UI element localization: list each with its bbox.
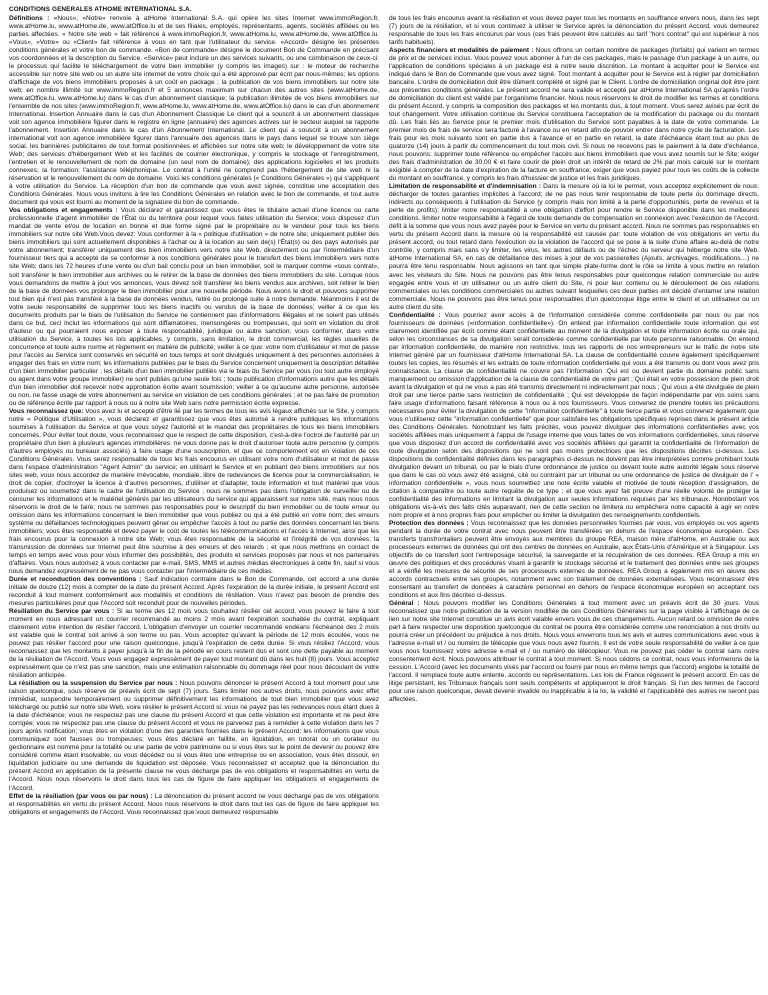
- section-heading: Protection des données :: [389, 519, 469, 527]
- section-body: Vous avez lu et accepté d'être lié par les termes de tous les avis légaux affichés sur le Site, y compris notre « Politique d'Utilisation », vous déclarez et garantissez que vous êtes autorisé à rendre publiques les informations soumises à l'utilisation du Service et que vous soyez l'autorité et le mandat des propriétaires de tous les biens immobiliers concernés. Pour éviter tout doute, vous reconnaissez que le respect de cette disposition, c'est-à-dire l'octroi de l'autorité par un propriétaire d'un bien à plusieurs agences immobilières: ne vous donne pas le droit d'autoriser toute autre personne (y compris d'autres employés ou bureaux associés) à faire usage d'une souscription, et que ce comportement est en violation de ces Conditions Générales. Vous serez responsable de tous les frais encourus en utilisant votre nom d'utilisateur et mot de passe dans l'espace d'administration "Agent Admin" du service; en utilisant le Service et en publiant des biens immobiliers sur nos sites web, vous nous accordez de manière irrévocable, mondiale, libre de redevances de licence pour la commercialisation, le droit de copier, d'octroyer la licence à d'autres personnes, d'utiliser et d'adapter, toute information et tout matériel que vous produisez ou soumettez dans le cadre de l'utilisation du Service ; nous ne sommes pas dans l'obligation de surveiller ou de censurer les informations et le matériel générés par les utilisateurs du service qui apparaissent sur notre site, mais nous nous réservons le droit de le faire; nous ne sommes pas responsables pour le descriptif du bien immobilier ou de toute erreur ou omission dans les informations concernant le bien immobilier que vous publiez ou qui a été publié en votre nom; des erreurs système ou défaillances technologiques peuvent gêner ou empêcher l'accès à tout ou partie des données concernant les biens immobiliers; vous êtes responsable et devez payer le coût de toutes les télécommunications et l'accès à Internet, ainsi que les frais encourus pour la connexion à notre site Web; vous êtes responsable de la sécurité et l'intégrité de vos données; la transmission de données sur Internet peut être soumise à des erreurs et des retards ; et que nous mettrons en contact de temps en temps avec vous pour vous informer des possibilités, des produits et services proposés par nous et nos partenaires d'affaires. Vous nous autorisez à vous contacter par e-mail, SMS, MMS et autres médias électroniques à cette fin, sauf si vous nous demandez expressément de ne pas vous contacter par l'intermédiaire de ces médias.: [9, 407, 379, 576]
- section-body: Nous offrons un certain nombre de packages (forfaits) qui varient en termes de prix et de services inclus. Vous pouvez vous abonner à l'un de ces packages, mais le passage d'un package à un autre, ou l'application de conditions spéciales à un package est à notre seule discrétion. Le montant à acquitter pour le Service est indiqué dans le Bon de Commande que vous avez signé. Tout montant à acquitter pour le Service est à régler par domiciliation bancaire. L'ordre de domiciliation doit être dûment complété et signé par le Client. L'ordre de domiciliation original doit être joint aux présentes conditions générales. Le présent accord ne sera valide et accepté par atHome International SA qu'après l'ordre de domiciliation du client est validé par l'organisme financier. Nous nous réservons le droit de modifier les termes et conditions du présent Accord, y compris la composition des packages et les montants dus, à tout moment. Vous serez avisés par écrit de tout changement. Votre utilisation continue du Service constituera l'acceptation de la modification du package ou du montant dû. Les frais liés au Service pour le premier mois d'utilisation du Service sont payables à la date de votre commande. Le premier mois de frais de service sera facturé à l'avance ou en retard afin de pouvoir entrer dans notre cycle de facturation. Les frais pour les mois suivants sont en partie dus à l'avance et en partie en retard, la date d'échéance étant tout au plus de quatorze (14) jours à partir du commencement du tout mois civil. Si nous ne recevons pas le paiement à la date d'échéance, nous pouvons: supprimer toute référence ou empêcher l'accès aux biens immobiliers que vous avez soumis sur le Site; exiger des frais d'administration de 30,00 € et faire courir de plein droit un intérêt de retard de 2% par mois calculé sur le montant exigible à compter de la date d'expiration de la facture en souffrance; exiger que vous payiez pour tous les coûts de la collecte du montant en souffrance, y compris les frais d'huissier de justice et les frais juridiques.: [389, 47, 759, 183]
- section-heading: Durée et reconduction des conventions :: [9, 576, 142, 584]
- section-heading: Définitions :: [9, 15, 50, 22]
- section-heading: Vous reconnaissez que:: [9, 407, 84, 415]
- section-body: Nous pouvons dénoncer le présent Accord à tout moment pour une raison quelconque, sous réserve de préavis écrit de sept (7) jours. Sans limiter nos autres droits, nous pouvons avec effet immédiat, suspendre temporairement ou supprimer définitivement les informations de tout bien immobilier que vous avez téléchargé ou publié sur notre site Web, voire résilier le présent Accord si: vous ne payez pas les redevances nous étant dues à la date d'échéance; vous ne respectez pas une clause du présent Accord et que cette violation est importante et ne peut être corrigée; vous ne respectez pas une clause du présent Accord et vous ne parvenez pas à remédier à cette violation dans les 7 jours après notification; vous êtes en violation d'une des garanties fournies dans le présent Accord; les informations que vous communiquez sont fausses ou trompeuses; vous êtes déclaré en faillite, en liquidation, en tutorat ou un curateur ou gestionnaire est nommé pour la totalité ou une partie de votre patrimoine ou si vous êtes sur le point de devenir ou pouvez être considéré comme étant insolvable, ou vous décédez ou si vous êtes une entreprise ou en association, vous êtes dissout, en liquidation judiciaire ou une demande de liquidation est déposée. Vous reconnaissez et acceptez que la dénonciation du présent Accord en application de la présente clause ne vous décharge pas de vos obligations et responsabilités en vertu de l'Accord. Nous nous réservons le droit dans tous les cas de figure de faire appliquer les obligations et engagements de l'Accord.: [9, 680, 379, 792]
- section-body: de tous les frais encourus avant la résiliation et vous devez payer tous les montants en souffrance envers nous, dans les sept (7) jours de la résiliation, et si vous continuez à utiliser le Service après la dénonciation du présent Accord, vous demeurez responsable de tous les frais encourus par vous (ces frais peuvent être calculés au tarif "hors contrat" qui est supérieur à nos tarifs habituels).: [389, 15, 759, 47]
- section-heading: La résiliation ou la suspension du Service par nous :: [9, 680, 178, 688]
- section-heading: Vos obligations et engagements :: [9, 207, 118, 215]
- section-paragraph: [389, 600, 759, 704]
- section-body: Nous pouvons modifier les Conditions Générales à tout moment avec un préavis écrit de 30 jours. Vous reconnaissez que notre publication de la version modifiée de ces Conditions Générales sur la page visible à l'affichage de ce lien sur notre site Internet constitue un avis écrit valable envers vous de ces changements. Aucun retard ou omission de notre part à faire respecter une disposition quelconque du contrat ne pourra être considérée comme une renonciation à nos droits ou pourra créer un précédent ou préjudice à nos droits. Nous vous enverrons tous les avis et autres communications avec vous à l'adresse e-mail et / ou numéro de télécopie que vous nous avez fournis. Il est de votre seule responsabilité de veiller à ce que vous nous fournissiez votre adresse e-mail et / ou numéro de télécopieur. Vous ne pouvez pas céder le contrat sans notre consentement écrit. Nous pouvons attribuer le contrat à tout moment. Si nous cédons ce contrat, nous vous informerons de la cession. L'Accord (avec les documents visés par l'accord ou fourni par nous en même temps que l'accord) englobe la totalité de l'accord. Il remplace toute autre entente, accords ou représentations. Les lois de France régissent le présent accord. En cas de litige persistant, les Tribunaux français sont seuls compétents et appliqueront le droit français. Si l'un des termes de l'accord pour une raison quelconque, devait devenir invalide ou inapplicable à la loi, la validité et l'applicabilité des autres ne seront pas affectées.: [389, 600, 759, 704]
- section-paragraph: [9, 680, 379, 792]
- text-columns: [9, 15, 759, 995]
- section-paragraph: [9, 408, 379, 576]
- section-heading: Confidentialité :: [389, 311, 441, 319]
- section-heading: Résiliation du Service par vous :: [9, 608, 115, 616]
- section-paragraph: [9, 576, 379, 608]
- section-paragraph: [9, 793, 379, 817]
- section-paragraph: [389, 47, 759, 183]
- section-heading: Effet de la résiliation (par vous ou par nous) :: [9, 792, 153, 800]
- document-title: CONDITIONS GENERALES ATHOME INTERNATIONAL S.A.: [9, 6, 192, 13]
- section-paragraph: [9, 207, 379, 407]
- section-body: Vous déclarez et garantissez que: vous êtes le titulaire actuel d'une licence ou carte professionnelle d'agent immobilier de l'État ou du territoire pour lequel vous faites utilisation du Service; vous disposez d'un mandat de vente et/ou de location en bonne et due forme signé par le propriétaire ou le vendeur pour tous les biens immobiliers sur notre site Web.Vous devez: Vous conformer à la « politique d'utilisation » de notre site; uniquement publier des biens immobiliers qui sont actuellement disponibles à l'achat ou à la location au sein de(s) l'État(s) ou des pays autorisés par votre abonnement; transférer uniquement des bien immobiliers vers notre site Web, directement ou par l'intermédiaire d'un fournisseur tiers qui a accepté de se conformer à nos conditions générales pour le transfert des biens immobiliers vers notre site Web; dans les 72 heures d'une vente ou d'un bail conclu pour un bien immobilier, soit le marquer comme «sous contrat», soit transférer le bien immobilier aux archives ou le retirer de la base de données des biens immobiliers du site. Lorsque nous vous demandons de mettre à jour vos annonces, vous devez soit transférer les biens vendus aux archives, soit retirer le bien de la base de données vos prolonger le bien immobilier pour une nouvelle période. Nous avons le droit et pouvons supprimer tout bien qui n'est pas transféré à la base de données vendus, retiré ou prolongé suite à notre demande. Néanmoins il est de votre seule responsabilité de supprimer tous les biens inactifs ou vendus de la base de données; veiller à ce que les documents produits par le biais de l'utilisation du Service ne contiennent pas d'informations illégales et ne soient pas utilisés dans ce but, ceci inclut les informations qui sont diffamatoires, mensongères ou trompeuses, qui sont en violation du droit d'auteur ou qui pourraient nous exposer à toute responsabilité, juridique ou autre sanction; vous conformer, dans votre utilisation du Service, à toutes les lois applicables, y compris, sans limitation, le droit commercial, les règles usuelles de concurrence et toute autre norme et règlement en matière de publicité; veiller à ce que: votre nom d'utilisateur et mot de passe pour l'accès au Service sont conservés en sécurité en tous temps et sont divulgués uniquement à des personnes autorisées à engager des frais en votre nom; les informations publiées par le biais du Service concernent uniquement la description détaillée d'un bien immobilier particulier ; les détails d'un bien immobilier publiés via le biais du Service par vous (ou tout autre employé ou agent dans votre groupe immobilier) ne sont publiés qu'une seule fois ; toute publication d'informations autre que les détails d'un bien immobilier doit recevoir notre approbation écrite avant soumission; veiller à ce qu'aucune autre personne, autorisée ou non, ne fasse usage de votre abonnement au service en violation de ces conditions générales ; et ne pas faire de promotion ou de référence écrite par rapport à nous ou à notre site Web sans notre permission écrite expresse.: [9, 207, 379, 407]
- left-column: [9, 15, 379, 995]
- section-body: Vous reconnaissez que les données personnelles fournies par vous, vos employés ou vos agents pendant la durée de votre contrat avec nous peuvent être transférées en dehors de l'espace économique européen. Ces transferts transfrontaliers peuvent être envoyés aux membres du groupe REA, maison mère d'atHome, en Australie ou aux processeurs externes de données qui ont des centres de données en Australie, aux États-Unis d'Amérique et à Singapour. Les objectifs de ce transfert sont l'entreposage sécurisé, la sauvegarde et la récupération de ces données. REA Group a mis en œuvre des politiques et des procédures visant à garantir le stockage sécurisé et le traitement des données entre ses groupes et a vérifié les mesures de sécurité de ses processeurs externes de données. REA Group a également mis en œuvre des accords contractuels entre ses groupes, notamment avec son traitement de données externalisées. Vous reconnaissez être consentant au transfert de données à caractère personnel en dehors de l'espace économique européen en acceptant ces conditions et aux fins décrites ci-dessus.: [389, 519, 759, 600]
- section-body: Vous pourriez avoir accès à de l'information considérée comme confidentielle par nous ou par nos fournisseurs de données («information confidentielle»). On entend par information confidentielle toute information qui est clairement identifiée par écrit comme étant confidentielle au moment de la divulgation et toute information écrite ou orale qui, selon les circonstances de sa divulgation serait considérée comme confidentielle par toute personne raisonnable. On entend par information confidentielle, de manière non restrictive, tous les rapports de nos entrepreneurs sur le trafic de notre site Internet généré par un fournisseur d'atHome International SA. La clause de confidentialité couvre également spécifiquement toutes les copies, les résumés et les extraits de toute information confidentielle qui vous a été transmis ou dont vous avez pris connaissance. La clause de confidentialité ne couvre pas l'information :Qui est ou devient partie du domaine public sans manquement ou omission d'application de la clause de confidentialité de votre part ; Qui était en votre possession de plein droit avant la divulgation et qui ne vous a pas été transmis directement ni indirectement par nous ; Qui vous a été divulguée de plein droit par une tierce partie sans restriction de confidentialité ; Qui est développée de façon indépendante par vos soins sans faire usage d'informations faisant référence à nous ou à nos fournisseurs. Vous convenez de prendre toutes les précautions nécessaires pour éviter la divulgation de cette "information confidentielle" à toute tierce partie et vous convenez également que vous n'utiliserez cette "information confidentielle" que pour satisfaire les obligations spécifiques reprises dans le présent article des Conditions Générales. Nonobstant les faits précités, vous pouvez divulguer des informations confidentielles avec vos sociétés affiliées mais uniquement à l'appui de l'usage interne que vous faites de vos informations confidentielles, sous réserve que vous disposiez d'un accord de confidentialité avec vos sociétés affiliées qui garantit la confidentialité de l'information de toute divulgation selon des dispositions qui ne sont pas moins protectrices que les dispositions décrites ci-dessus. Les dispositions de confidentialité définies dans les paragraphes ci-dessus ne doivent pas être interprétées comme prohibant toute divulgation devant un tribunal, ou par le biais d'une ordonnance de justice ou devant toute autre autorité légale sous réserve que dans le cas où vous avez été assigné, cité ou contraint par un tribunal ou une ordonnance de justice de divulguer de l' « information confidentielle », vous nous soumettiez une note écrite valable et motivée de toute réception d'assignation, de citation à comparaître ou toute autre requête de ce type ; et que vous ayez fait preuve d'une réelle volonté de protéger la confidentialité des informations en limitant la divulgation aux seules informations requises par les tribunaux. Nonobstant vos obligations vis-à-vis des faits cités auparavant, rien de cette section ne limitera ou empêchera notre capacité à agir en notre nom propre et à nos propres frais pour empêcher ou limiter la divulgation des renseignements confidentiels.: [389, 311, 759, 519]
- section-body: Si au terme des 12 mois vous souhaitez résilier cet accord, vous pouvez le faire à tout moment en nous adressant un courrier recommandé au moins 2 mois avant l'expiration souhaitée du contrat, expliquant clairement votre intention de résilier l'accord. L'obligation d'envoyer un courrier recommandé endéans l'échéance des 2 mois est valable que le contrat soit arrivé à son terme ou pas. Vous acceptez qu'avant la période de 12 mois écoulée, vous ne pouvez pas résilier l'accord pour une raison quelconque, jusqu'à l'expiration de cette durée. Si vous résiliez l'Accord, vous reconnaissez que les montants à payer jusqu'à la fin de la période en cours restent dus et sont une dette payable au moment de la résiliation de l'Accord. Vous vous engagez expressément de payer tout montant dû dans les huit (8) jours. Vous acceptez expressément que ce n'est pas une sanction, mais une estimation raisonnable du dommage réel pour nous découlant de votre résiliation anticipée.: [9, 608, 379, 680]
- section-heading: Limitation de responsabilité et d'indemnisation :: [389, 183, 542, 191]
- right-column: [389, 15, 759, 995]
- section-paragraph: [9, 608, 379, 680]
- section-body: Dans la mesure où la loi le permet, vous acceptez explicitement de nous: décharger de toutes garanties implicites à l'accord; de ne pas nous tenir responsable de toute perte ou dommage directs, indirects ou conséquents à l'utilisation du Service (y compris mais non limité à la perte d'opportunités, perte de revenus et la perte de profits); limiter notre responsabilité à une obligation d'effort pour rendre le Service disponible dans les meilleures conditions. limiter notre responsabilité à l'égard de toute demande de compensation en connexion avec l'exécution de l'Accord, défit à la somme que vous nous avez payée pour le Service en vertu du présent accord. Nous ne sommes pas responsables en vertu du présent Accord dans la mesure où la responsabilité est causée par: toute violation de vos obligations en vertu du présent accord, ou tout retard dans l'exécution ou la violation de l'accord qui se pose à la suite d'une affaire au-delà de notre contrôle, y compris mais sans s'y limiter, les virus, les autres défauts ou de l'échec du serveur qui héberge notre site Web. atHome International SA, en cas de défaillance des mises à jour de vos passerelles (Ajouts, archivages, modifications…) ne pourra être tenu responsable. Nous agissons en tant que simple plate-forme dont le rôle se limite à vous mettre en relation avec les visiteurs du Site. Nous ne pouvons pas être tenus responsables pour quelconque relation commerciale ou autre engagée entre vous et un utilisateur ou un autre client du Site, ni pour leur contenu ou le déroulement de ces relations commerciales ou les conditions commerciales ou autres suivant lesquelles ces deux parties ont décidé d'entamer une relation commerciale. Nous ne pouvons pas être tenus pour responsables d'un quelconque litige entre le client et un utilisateur ou un autre client du site.: [389, 183, 759, 311]
- section-heading: Général :: [389, 600, 420, 608]
- section-paragraph: [389, 520, 759, 600]
- section-paragraph: [389, 183, 759, 311]
- section-body: La dénonciation du présent accord ne vous décharge pas de vos obligations et responsabilités en vertu du présent Accord. Nous nous réservons le droit dans tout les cas de figure de faire appliquer les obligations et engagements de l'Accord. Vous reconnaissez que:vous demeurez responsable: [9, 792, 379, 816]
- section-paragraph: [389, 312, 759, 520]
- section-body: «Nous», «Notre» renvoie à atHome International S.A. qui opère les sites Internet www.immoRegion.fr, www.atHome.lu, www.atHome.de, www.atOffice.lu et de ses filiales, employés, représentants, agents, sociétés affiliées ou les parties affectées. « Notre site web » fait référence à www.immoRegion.fr, www.atHome.lu, www.atHome.de, www.atOffice.lu. «Vous», «Votre» ou «Client» fait référence à vous en tant que l'utilisateur du service. «Accord» désigne les présentes conditions générales et votre bon de commande. «Bon de commande» désigne le document Bon de Commande en précisant vos coordonnées et la description du Service. «Service» peut inclure un des services suivants, ou une combinaison de ceux-ci: le processus qui facilite le téléchargement de votre bien immobilier (y compris les images) sur : le moteur de recherche accessible sur notre site web ou un autre site internet de votre choix qui a été approuvé par écrit par nous-mêmes; les options d'affichage de vos biens immobiliers proposés à un coût en package ; la publication de vos biens immobiliers sur notre site web; en nombre illimité sur www.immoRegion.fr et 5 annonces maximum sur chacun des autres sites (www.atHome.de, www.atOffice.lu, www.atHome.lu) dans le cas d'un abonnement classique; la publication illimitée de vos biens immobiliers sur l'ensemble de nos sites (www.immoRegion.fr, www.atHome.lu, www.atHome.de, www.atOffice.lu) dans le cas d'un abonnement International. Insertion Annuaire dans le cas d'un Abonnement Classique Le client qui a souscrit à un abonnement classique voit son agence immobilière figurer dans le registre en ligne (annuaire) des agences actives sur le secteur auquel se rapporte l'abonnement. Insertion Annuaire dans le cas d'un Abonnement International. Le client qui a souscrit à un abonnement international voit son agence immobilière figurer dans l'annuaire des agences dans le pays dans lequel se trouve son siège social. les bannières publicitaires de tout format positionnées et affichées sur notre site web; le développement de votre site Web; des services d'hébergement Web et les facilités de courrier électronique, y compris le stockage et l'enregistrement, l'entretien et le renouvellement de nom de domaine (un seul nom de domaine); des applications logicielles et les produits connexes; la formation; l'assistance téléphonique. Le contrat à l'unité ne comprend pas l'hébergement de site web ni la réservation et le renouvellement du nom de domaine. Voici les conditions générales (« Conditions Générales ») qui s'appliquent à votre utilisation du Service. La réception d'un bon de commande que vous avez signée, constitue une acceptation des Conditions Générales. Nous vous invitons à lire les Conditions Générales en relation avec le bon de commande, et tout autre document qui vous est fourni au moment de la signature du bon de commande.: [9, 15, 379, 207]
- section-paragraph: [389, 15, 759, 47]
- section-paragraph: [9, 15, 379, 207]
- section-body: Sauf indication contraire dans le Bon de Commande, cet accord a une durée initiale de douze (12) mois à compter de la date du présent Accord. Après l'expiration de la durée initiale, le présent Accord est reconduit à tout moment conformément aux modalités et conditions de résiliation. Vous n'avez pas besoin de prendre des mesures particulières pour que l'Accord soit reconduit pour de nouvelles périodes.: [9, 576, 379, 608]
- section-heading: Aspects financiers et modalités de paiement :: [389, 47, 534, 55]
